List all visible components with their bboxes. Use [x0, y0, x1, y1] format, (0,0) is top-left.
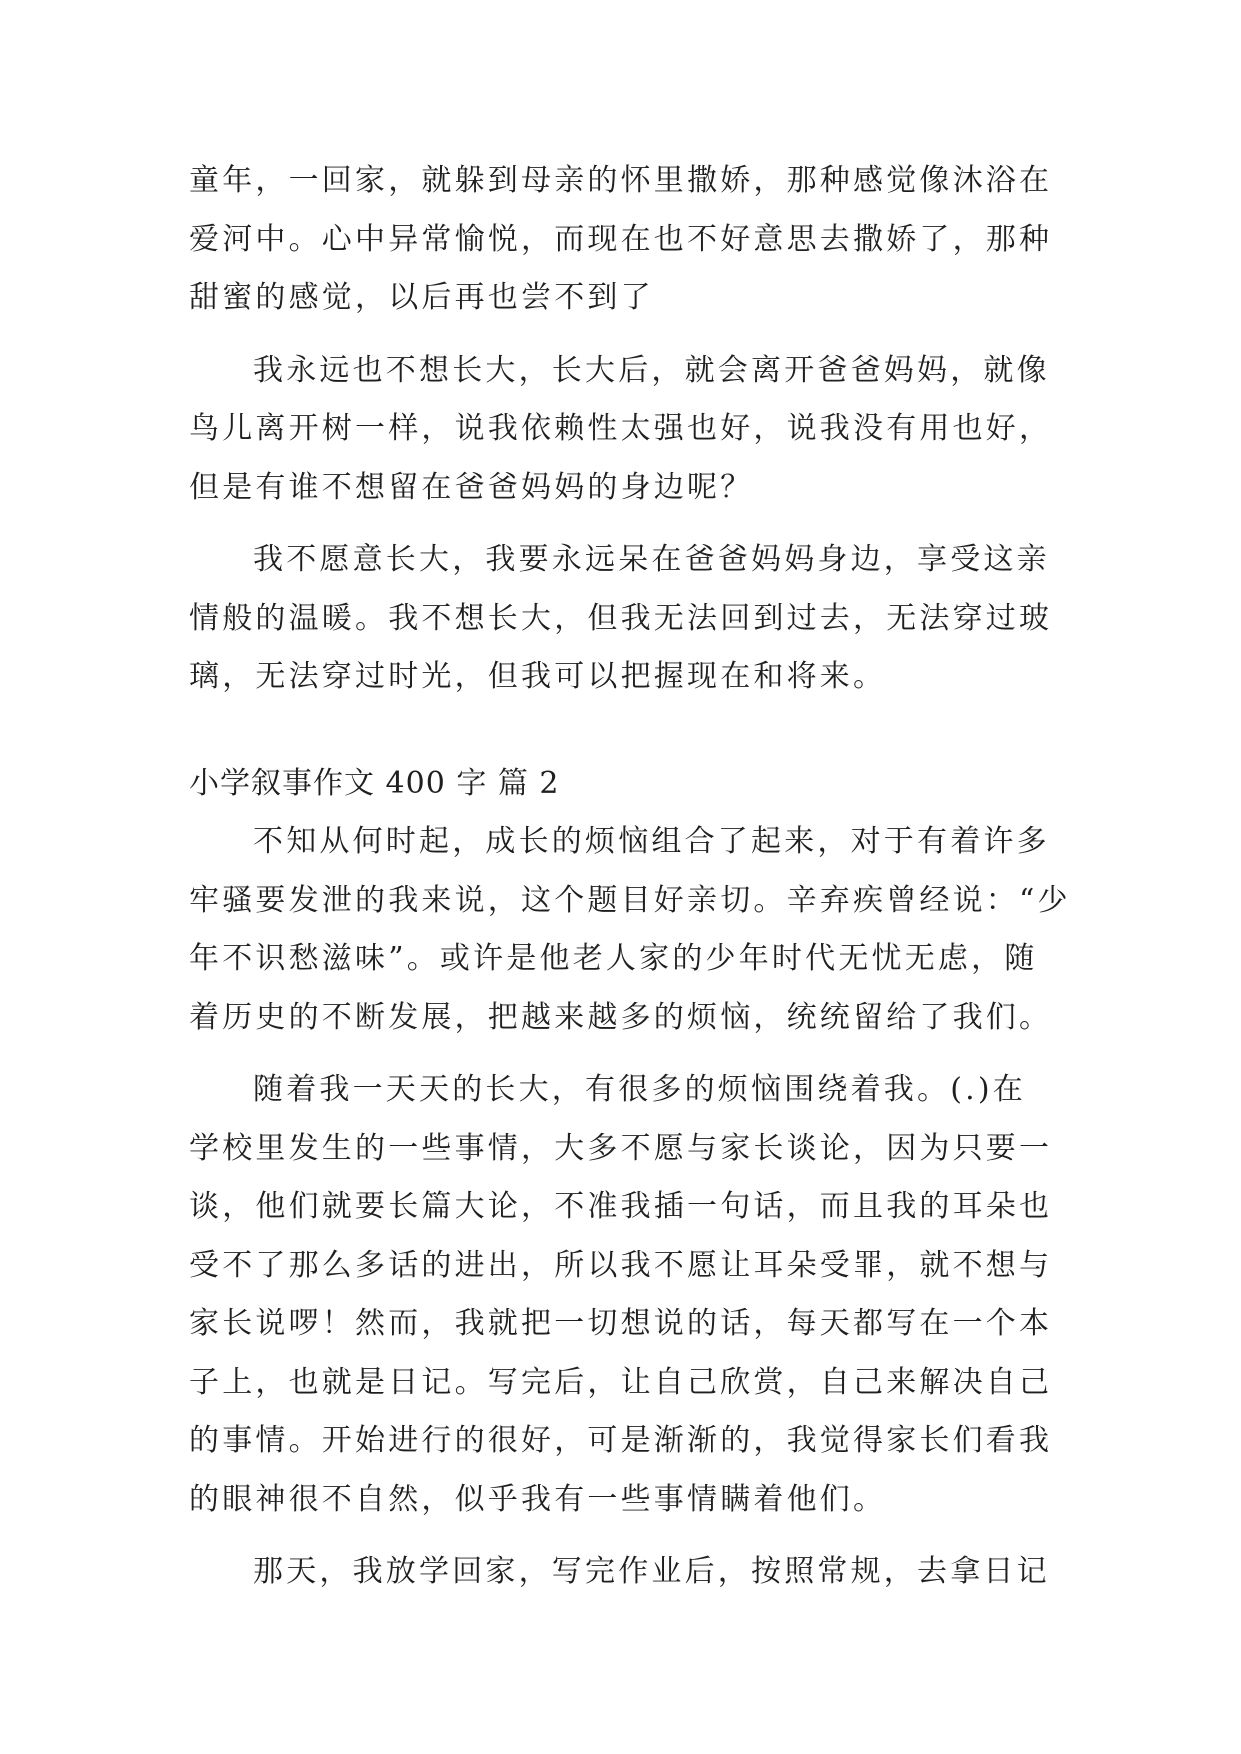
- text-line: 情般的温暖。我不想长大，但我无法回到过去，无法穿过玻: [189, 600, 1053, 636]
- paragraph-1: [189, 152, 1057, 328]
- document-body: [189, 152, 1071, 1616]
- text-line: 着历史的不断发展，把越来越多的烦恼，统统留给了我们。: [189, 999, 1053, 1035]
- text-line: 那天，我放学回家，写完作业后，按照常规，去拿日记: [253, 1554, 1050, 1589]
- section-heading: 小学叙事作文 400 字 篇 2: [189, 765, 560, 801]
- paragraph-5: [189, 1061, 1057, 1529]
- text-line: 的眼神很不自然，似乎我有一些事情瞒着他们。: [189, 1481, 887, 1517]
- text-line: 童年，一回家，就躲到母亲的怀里撒娇，那种感觉像沐浴在: [189, 163, 1053, 198]
- text-line: 年不识愁滋味”。或许是他老人家的少年时代无忧无虑，随: [189, 941, 1038, 976]
- paragraph-2: [189, 342, 1057, 518]
- text-line: 随着我一天天的长大，有很多的烦恼围绕着我。(.)在: [253, 1072, 1026, 1107]
- section-heading-block: [189, 755, 1057, 814]
- text-line: 甜蜜的感觉，以后再也尝不到了: [189, 280, 654, 315]
- text-line: 但是有谁不想留在爸爸妈妈的身边呢？: [189, 469, 754, 505]
- paragraph-3: [189, 531, 1057, 707]
- text-line: 牢骚要发泄的我来说，这个题目好亲切。辛弃疾曾经说：“少: [189, 882, 1071, 918]
- text-line: 受不了那么多话的进出，所以我不愿让耳朵受罪，就不想与: [189, 1247, 1053, 1283]
- paragraph-4: [189, 813, 1071, 1047]
- text-line: 璃，无法穿过时光，但我可以把握现在和将来。: [189, 659, 887, 694]
- text-line: 鸟儿离开树一样，说我依赖性太强也好，说我没有用也好，: [189, 411, 1053, 446]
- text-line: 不知从何时起，成长的烦恼组合了起来，对于有着许多: [253, 824, 1050, 859]
- text-line: 学校里发生的一些事情，大多不愿与家长谈论，因为只要一: [189, 1130, 1053, 1166]
- paragraph-6: [189, 1543, 1057, 1602]
- text-line: 谈，他们就要长篇大论，不准我插一句话，而且我的耳朵也: [189, 1189, 1053, 1224]
- text-line: 我不愿意长大，我要永远呆在爸爸妈妈身边，享受这亲: [253, 542, 1050, 577]
- text-line: 子上，也就是日记。写完后，让自己欣赏，自己来解决自己: [189, 1364, 1053, 1400]
- text-line: 的事情。开始进行的很好，可是渐渐的，我觉得家长们看我: [189, 1423, 1053, 1458]
- text-line: 我永远也不想长大，长大后，就会离开爸爸妈妈，就像: [253, 352, 1050, 388]
- text-line: 爱河中。心中异常愉悦，而现在也不好意思去撒娇了，那种: [189, 221, 1053, 257]
- text-line: 家长说啰！然而，我就把一切想说的话，每天都写在一个本: [189, 1306, 1053, 1341]
